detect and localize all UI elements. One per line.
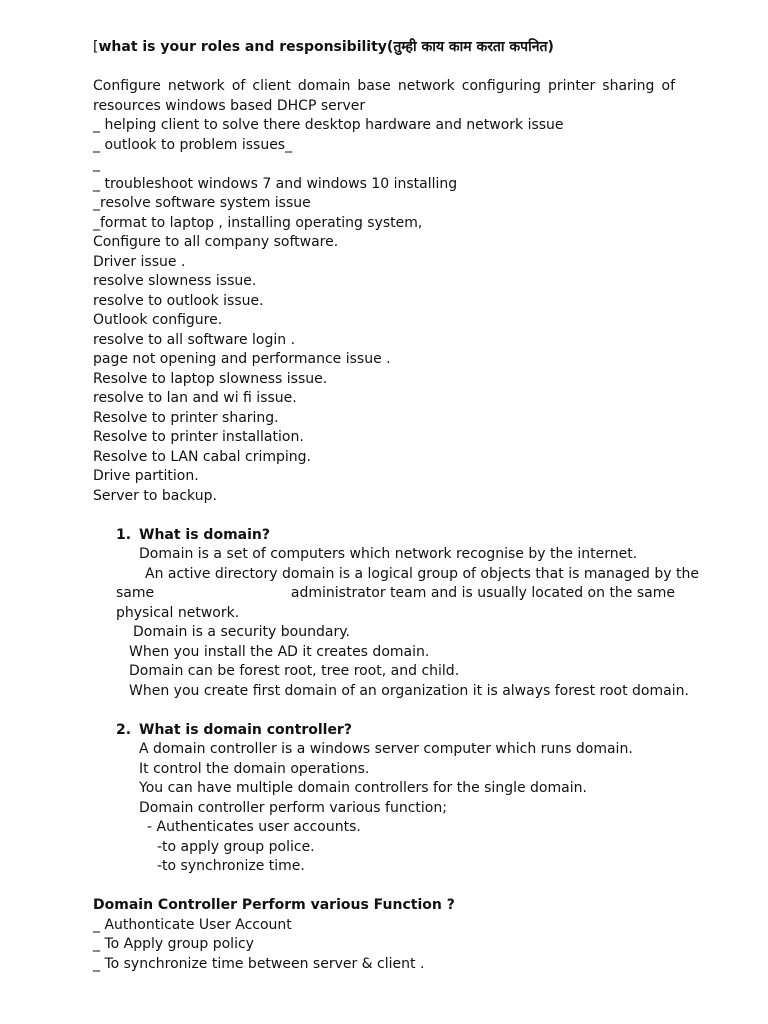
duty-line: Drive partition. xyxy=(93,468,199,484)
question-2-text: What is domain controller? xyxy=(139,721,352,738)
duty-line: resolve slowness issue. xyxy=(93,273,257,289)
answer-line: You can have multiple domain controllers for the single domain. xyxy=(139,780,587,796)
duty-line: Outlook configure. xyxy=(93,312,223,328)
title-bracket: [ xyxy=(93,39,99,55)
answer-line: When you install the AD it creates domain. xyxy=(129,643,430,660)
answer-fragment: same xyxy=(116,585,155,601)
answer-line: Domain is a set of computers which network recognise by the internet. xyxy=(139,546,638,562)
answer-line: Domain can be forest root, tree root, and child. xyxy=(129,663,460,679)
duty-line: _ xyxy=(93,156,100,172)
question-1-text: What is domain? xyxy=(139,526,270,543)
answer-line: physical network. xyxy=(116,604,240,621)
answer-fragment: administrator team and is usually located on the same xyxy=(290,585,675,601)
duty-line: Server to backup. xyxy=(93,487,217,504)
question-1-heading xyxy=(93,526,675,546)
section-title: what is your roles and responsibility(तुम्ही काय काम करता कपनित) xyxy=(98,39,554,55)
answer-line: - Authenticates user accounts. xyxy=(147,819,361,835)
duty-line: page not opening and performance issue . xyxy=(93,351,391,367)
duty-line: _resolve software system issue xyxy=(93,195,311,211)
answer-line: An active directory domain is a logical group of objects that is managed by the xyxy=(145,565,699,582)
intro-paragraph: Configure network of client domain base network configuring printer sharing of resources windows based DHCP server xyxy=(93,78,675,114)
answer-line: A domain controller is a windows server computer which runs domain. xyxy=(139,741,633,757)
title-line xyxy=(93,38,675,58)
dc-item: _ To Apply group policy xyxy=(93,936,254,952)
duty-line: Resolve to laptop slowness issue. xyxy=(93,370,328,387)
duty-line: resolve to outlook issue. xyxy=(93,292,264,309)
duty-line: Configure to all company software. xyxy=(93,234,339,250)
duty-line: resolve to lan and wi fi issue. xyxy=(93,390,297,406)
duty-line: _ outlook to problem issues_ xyxy=(93,136,293,153)
duty-line: Resolve to printer sharing. xyxy=(93,409,279,426)
dc-item: _ To synchronize time between server & client . xyxy=(93,955,425,972)
question-2-heading xyxy=(93,721,675,741)
document-page xyxy=(93,38,699,974)
duty-line: resolve to all software login . xyxy=(93,331,296,348)
dc-item: _ Authonticate User Account xyxy=(93,916,292,933)
question-1-number: 1. xyxy=(116,526,132,543)
duty-line: _ troubleshoot windows 7 and windows 10 installing xyxy=(93,175,458,192)
duty-line: Resolve to LAN cabal crimping. xyxy=(93,448,311,465)
answer-line: -to synchronize time. xyxy=(157,858,305,874)
answer-line-split xyxy=(93,584,675,604)
answer-line: It control the domain operations. xyxy=(139,760,370,777)
duty-line: Driver issue . xyxy=(93,253,186,270)
duty-line: Resolve to printer installation. xyxy=(93,429,304,445)
dc-heading: Domain Controller Perform various Function ? xyxy=(93,897,455,913)
duty-line: _format to laptop , installing operating system, xyxy=(93,214,423,231)
answer-line: When you create first domain of an organization it is always forest root domain. xyxy=(129,682,689,699)
answer-line: Domain is a security boundary. xyxy=(133,624,350,640)
answer-line: -to apply group police. xyxy=(157,838,315,855)
duty-line: _ helping client to solve there desktop hardware and network issue xyxy=(93,117,564,133)
answer-line: Domain controller perform various function; xyxy=(139,799,447,816)
question-2-number: 2. xyxy=(116,721,132,738)
